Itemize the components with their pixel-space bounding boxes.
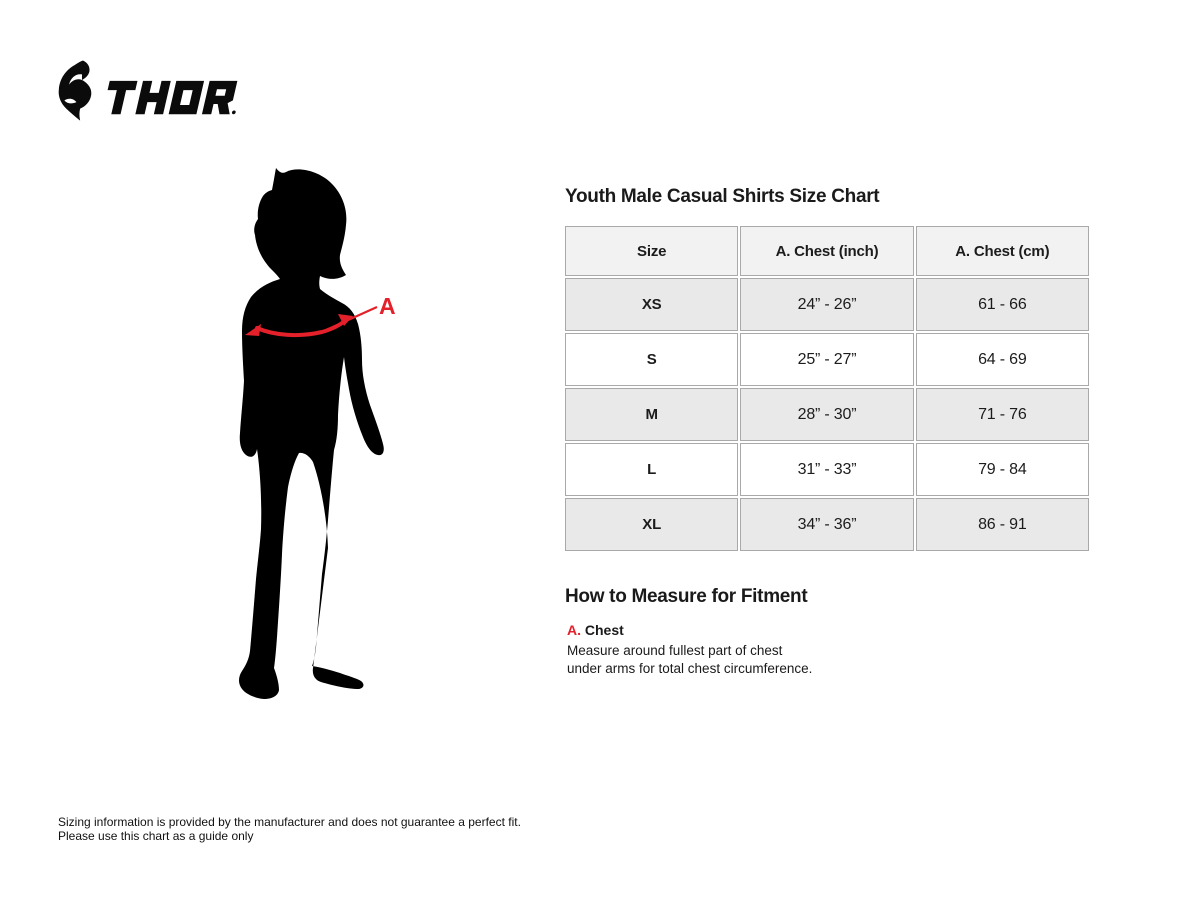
- measure-item-key: A.: [567, 622, 581, 638]
- chest-inch-value: 25” - 27”: [740, 333, 913, 386]
- thor-logo: [57, 56, 242, 128]
- disclaimer-line-1: Sizing information is provided by the manufacturer and does not guarantee a perfect fit.: [58, 815, 521, 829]
- table-row: [565, 388, 1089, 441]
- disclaimer-line-2: Please use this chart as a guide only: [58, 829, 254, 843]
- chest-inch-value: 31” - 33”: [740, 443, 913, 496]
- chest-inch-value: 28” - 30”: [740, 388, 913, 441]
- trademark-dot: [232, 111, 237, 115]
- size-value: XL: [565, 498, 738, 551]
- chest-cm-value: 86 - 91: [916, 498, 1089, 551]
- size-chart-table: [563, 224, 1091, 553]
- table-row: [565, 278, 1089, 331]
- size-value: M: [565, 388, 738, 441]
- size-value: L: [565, 443, 738, 496]
- measure-item-heading: [567, 622, 817, 638]
- measure-guide-title: How to Measure for Fitment: [565, 586, 808, 607]
- child-silhouette: [239, 168, 384, 699]
- size-value: S: [565, 333, 738, 386]
- goat-head-icon: [59, 61, 92, 121]
- chest-cm-value: 64 - 69: [916, 333, 1089, 386]
- thor-wordmark: [102, 81, 242, 114]
- measure-label-a: A: [379, 293, 396, 319]
- chest-cm-value: 71 - 76: [916, 388, 1089, 441]
- disclaimer-text: [58, 815, 521, 843]
- column-header-chest-cm: A. Chest (cm): [916, 226, 1089, 276]
- column-header-size: Size: [565, 226, 738, 276]
- column-header-chest-inch: A. Chest (inch): [740, 226, 913, 276]
- size-value: XS: [565, 278, 738, 331]
- measure-item-label: Chest: [584, 622, 624, 638]
- chest-cm-value: 61 - 66: [916, 278, 1089, 331]
- youth-silhouette-figure: [200, 160, 460, 720]
- table-row: [565, 498, 1089, 551]
- table-header-row: [565, 226, 1089, 276]
- chest-inch-value: 24” - 26”: [740, 278, 913, 331]
- table-row: [565, 333, 1089, 386]
- size-chart-title: Youth Male Casual Shirts Size Chart: [565, 186, 880, 207]
- chest-inch-value: 34” - 36”: [740, 498, 913, 551]
- chest-cm-value: 79 - 84: [916, 443, 1089, 496]
- measure-item-description: Measure around fullest part of chest under arms for total chest circumference.: [567, 643, 813, 676]
- measure-guide-item: [567, 622, 817, 678]
- table-row: [565, 443, 1089, 496]
